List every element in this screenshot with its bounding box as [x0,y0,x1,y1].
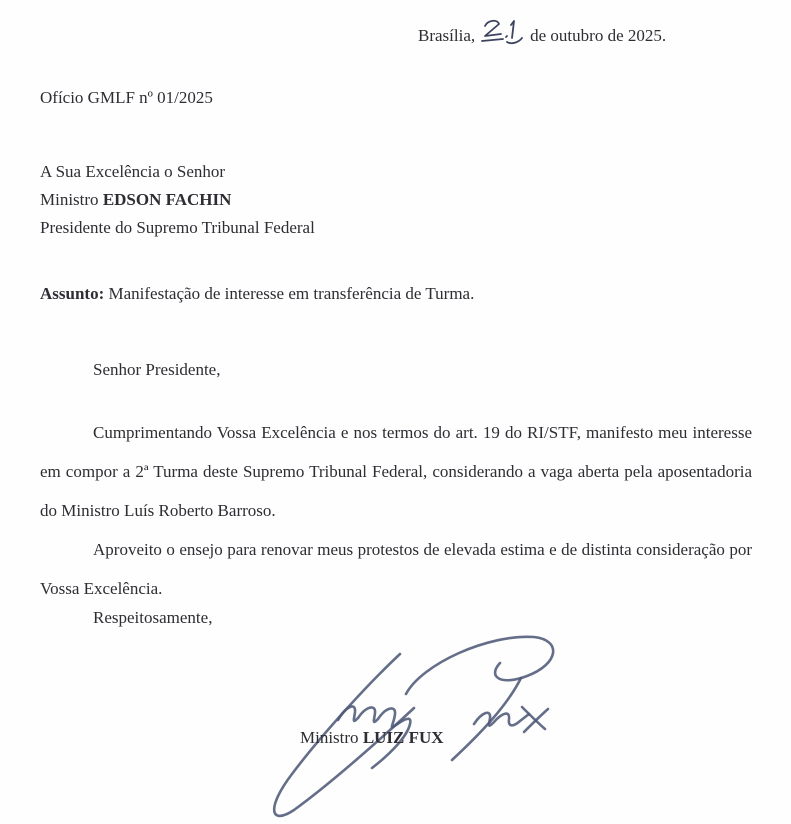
letter-body [40,413,752,608]
dateline-rest: de outubro de 2025. [530,26,667,45]
body-paragraph-2: Aproveito o ensejo para renovar meus protestos de elevada estima e de distinta consideração por Vossa Excelência. [40,540,752,598]
addressee-title: Ministro [40,190,103,209]
addressee-line-1: A Sua Excelência o Senhor [40,162,226,181]
handwritten-day-icon [480,16,526,52]
addressee-line-2 [40,186,315,214]
dateline [418,16,666,46]
greeting: Senhor Presidente, [93,360,221,379]
subject-label: Assunto: [40,284,105,303]
addressee-name: EDSON FACHIN [102,190,232,209]
subject-text: Manifestação de interesse em transferência de Turma. [104,284,475,303]
signatory-title: Ministro [300,728,363,747]
dateline-city: Brasília, [418,26,476,45]
subject-line [40,284,474,304]
addressee-line-3: Presidente do Supremo Tribunal Federal [40,218,315,237]
body-paragraph-1: Cumprimentando Vossa Excelência e nos termos do art. 19 do RI/STF, manifesto meu interesse em compor a 2ª Turma deste Supremo Tribunal Federal, considerando a vaga aberta pela aposentadoria do Ministro Luís Roberto Barroso. [40,423,752,520]
signatory-name [300,728,444,748]
reference-number: Ofício GMLF nº 01/2025 [40,88,213,107]
handwritten-signature-icon [250,628,570,823]
addressee-block [40,158,315,242]
closing: Respeitosamente, [93,608,213,627]
signatory-fullname: LUIZ FUX [362,728,444,747]
